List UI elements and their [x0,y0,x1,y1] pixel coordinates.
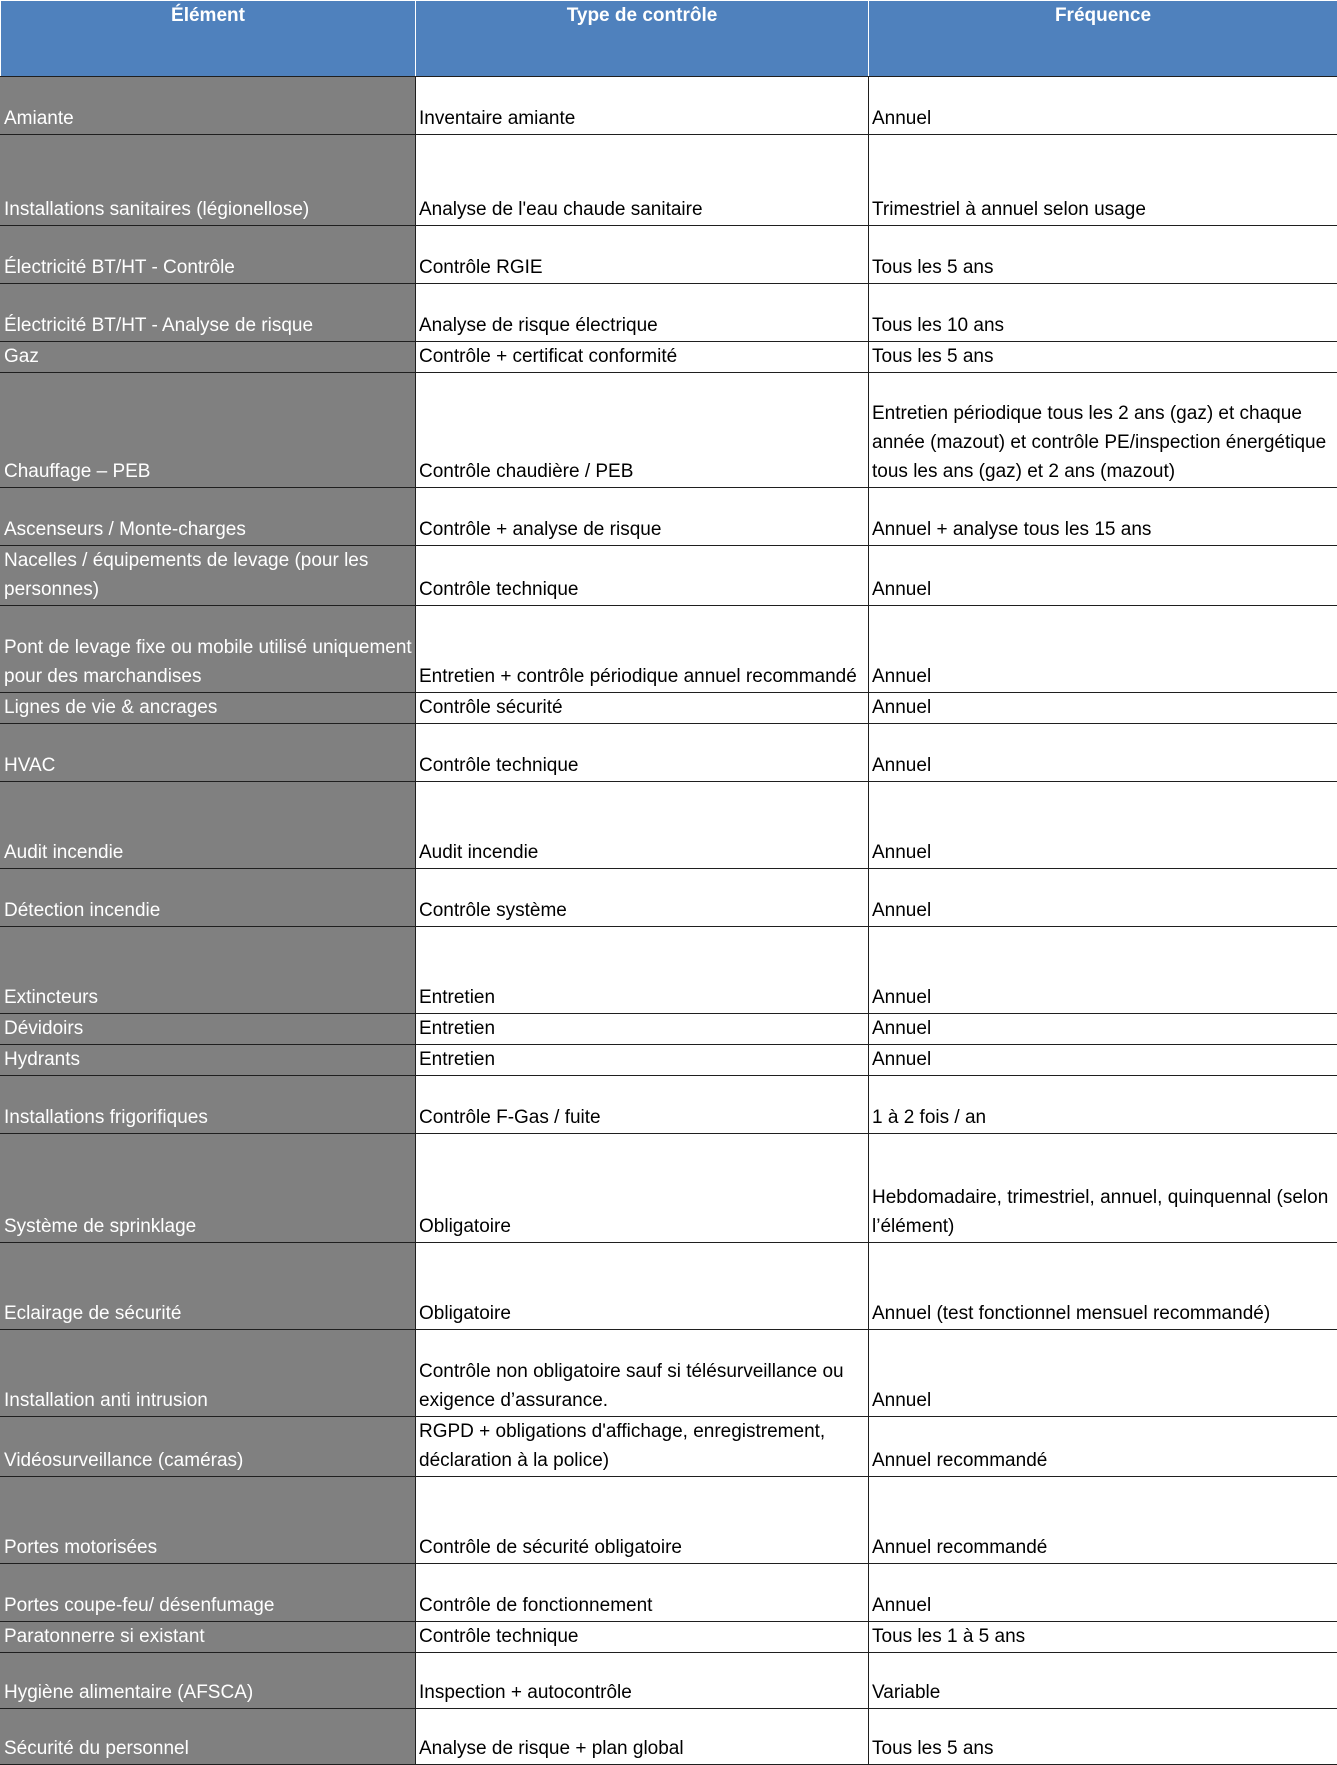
table-row [1,546,1337,606]
control-type-cell: Obligatoire [416,1243,869,1330]
frequency-cell: Variable [869,1653,1337,1709]
element-cell: Ascenseurs / Monte-charges [1,488,416,546]
control-type-cell: Contrôle technique [416,1622,869,1653]
frequency-cell: Annuel [869,724,1337,782]
element-cell: Nacelles / équipements de levage (pour les personnes) [1,546,416,606]
frequency-cell: Tous les 10 ans [869,284,1337,342]
table-row [1,284,1337,342]
header-row [1,1,1337,77]
element-cell: Amiante [1,77,416,135]
frequency-cell: Tous les 1 à 5 ans [869,1622,1337,1653]
frequency-cell: Tous les 5 ans [869,1709,1337,1765]
control-type-cell: Inspection + autocontrôle [416,1653,869,1709]
element-cell: Électricité BT/HT - Contrôle [1,226,416,284]
control-type-cell: Contrôle non obligatoire sauf si télésurveillance ou exigence d’assurance. [416,1330,869,1417]
frequency-cell: Annuel (test fonctionnel mensuel recommandé) [869,1243,1337,1330]
control-type-cell: Contrôle chaudière / PEB [416,373,869,488]
control-type-cell: Analyse de risque électrique [416,284,869,342]
element-cell: Portes motorisées [1,1477,416,1564]
element-cell: Installations sanitaires (légionellose) [1,135,416,226]
frequency-cell: 1 à 2 fois / an [869,1076,1337,1134]
frequency-cell: Annuel [869,1014,1337,1045]
frequency-cell: Annuel + analyse tous les 15 ans [869,488,1337,546]
control-type-cell: Contrôle sécurité [416,693,869,724]
header-frequency: Fréquence [869,1,1337,77]
control-type-cell: Analyse de risque + plan global [416,1709,869,1765]
table-row [1,1076,1337,1134]
control-type-cell: Analyse de l'eau chaude sanitaire [416,135,869,226]
table-row [1,693,1337,724]
header-element: Élément [1,1,416,77]
element-cell: Paratonnerre si existant [1,1622,416,1653]
table-row [1,1564,1337,1622]
element-cell: HVAC [1,724,416,782]
control-type-cell: Contrôle technique [416,724,869,782]
control-type-cell: Audit incendie [416,782,869,869]
frequency-cell: Annuel [869,927,1337,1014]
control-type-cell: Contrôle + analyse de risque [416,488,869,546]
element-cell: Extincteurs [1,927,416,1014]
table-row [1,1330,1337,1417]
frequency-cell: Annuel [869,693,1337,724]
table-row [1,1709,1337,1765]
table-row [1,927,1337,1014]
table-row [1,1622,1337,1653]
frequency-cell: Annuel [869,782,1337,869]
element-cell: Sécurité du personnel [1,1709,416,1765]
element-cell: Installation anti intrusion [1,1330,416,1417]
frequency-cell: Annuel [869,606,1337,693]
control-type-cell: Entretien [416,1014,869,1045]
element-cell: Hydrants [1,1045,416,1076]
frequency-cell: Annuel [869,1330,1337,1417]
element-cell: Système de sprinklage [1,1134,416,1243]
table-row [1,1477,1337,1564]
element-cell: Installations frigorifiques [1,1076,416,1134]
table-row [1,1014,1337,1045]
element-cell: Vidéosurveillance (caméras) [1,1417,416,1477]
table-row [1,77,1337,135]
table-row [1,1243,1337,1330]
frequency-cell: Hebdomadaire, trimestriel, annuel, quinquennal (selon l’élément) [869,1134,1337,1243]
control-type-cell: Inventaire amiante [416,77,869,135]
element-cell: Électricité BT/HT - Analyse de risque [1,284,416,342]
frequency-cell: Entretien périodique tous les 2 ans (gaz) et chaque année (mazout) et contrôle PE/inspection énergétique tous les ans (gaz) et 2 ans (mazout) [869,373,1337,488]
element-cell: Hygiène alimentaire (AFSCA) [1,1653,416,1709]
frequency-cell: Tous les 5 ans [869,226,1337,284]
element-cell: Eclairage de sécurité [1,1243,416,1330]
table-row [1,1134,1337,1243]
header-control-type: Type de contrôle [416,1,869,77]
control-type-cell: RGPD + obligations d'affichage, enregistrement, déclaration à la police) [416,1417,869,1477]
table-row [1,226,1337,284]
table-row [1,488,1337,546]
frequency-cell: Annuel [869,869,1337,927]
element-cell: Détection incendie [1,869,416,927]
table-row [1,1045,1337,1076]
element-cell: Dévidoirs [1,1014,416,1045]
table-row [1,869,1337,927]
frequency-cell: Annuel [869,546,1337,606]
frequency-cell: Tous les 5 ans [869,342,1337,373]
control-type-cell: Contrôle F-Gas / fuite [416,1076,869,1134]
control-type-cell: Obligatoire [416,1134,869,1243]
control-type-cell: Contrôle de sécurité obligatoire [416,1477,869,1564]
table-row [1,1417,1337,1477]
table-row [1,724,1337,782]
frequency-cell: Annuel [869,1045,1337,1076]
frequency-cell: Annuel recommandé [869,1417,1337,1477]
element-cell: Lignes de vie & ancrages [1,693,416,724]
control-type-cell: Entretien + contrôle périodique annuel recommandé [416,606,869,693]
control-type-cell: Contrôle technique [416,546,869,606]
frequency-cell: Trimestriel à annuel selon usage [869,135,1337,226]
control-type-cell: Contrôle RGIE [416,226,869,284]
element-cell: Chauffage – PEB [1,373,416,488]
table-row [1,135,1337,226]
control-type-cell: Entretien [416,927,869,1014]
element-cell: Pont de levage fixe ou mobile utilisé uniquement pour des marchandises [1,606,416,693]
frequency-cell: Annuel [869,1564,1337,1622]
control-type-cell: Contrôle + certificat conformité [416,342,869,373]
table-row [1,342,1337,373]
control-type-cell: Entretien [416,1045,869,1076]
table-row [1,1653,1337,1709]
control-type-cell: Contrôle système [416,869,869,927]
frequency-cell: Annuel recommandé [869,1477,1337,1564]
frequency-cell: Annuel [869,77,1337,135]
table-row [1,782,1337,869]
table-row [1,373,1337,488]
element-cell: Audit incendie [1,782,416,869]
control-type-cell: Contrôle de fonctionnement [416,1564,869,1622]
element-cell: Portes coupe-feu/ désenfumage [1,1564,416,1622]
table-row [1,606,1337,693]
element-cell: Gaz [1,342,416,373]
